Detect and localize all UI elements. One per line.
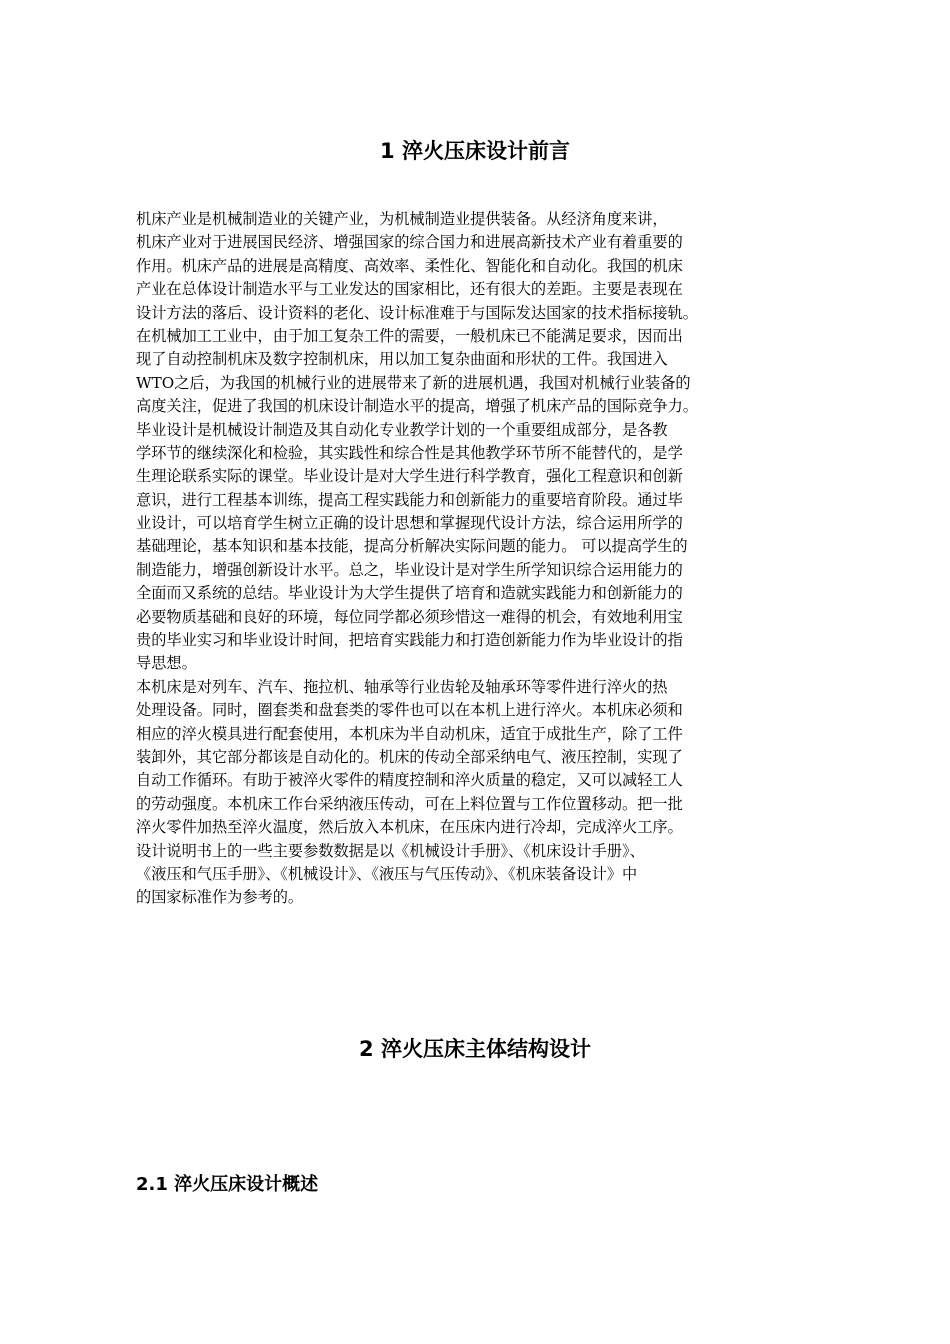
section-2-title: 2 淬火压床主体结构设计	[359, 1037, 591, 1061]
body-line: 基础理论，基本知识和基本技能，提高分析解决实际问题的能力。 可以提高学生的	[136, 537, 688, 556]
body-line: 的劳动强度。本机床工作台采纳液压传动，可在上料位置与工作位置移动。把一批	[136, 794, 683, 813]
body-line: 现了自动控制机床及数字控制机床，用以加工复杂曲面和形状的工件。我国进入	[136, 350, 668, 369]
body-line: 自动工作循环。有助于被淬火零件的精度控制和淬火质量的稳定，又可以减轻工人	[136, 771, 683, 790]
body-line: 导思想。	[136, 654, 197, 673]
body-line: 生理论联系实际的课堂。毕业设计是对大学生进行科学教育，强化工程意识和创新	[136, 467, 683, 486]
body-line: 的国家标准作为参考的。	[136, 888, 304, 907]
body-line: 意识，进行工程基本训练，提高工程实践能力和创新能力的重要培育阶段。通过毕	[136, 490, 683, 509]
body-line: 设计说明书上的一些主要参数数据是以《机械设计手册》、《机床设计手册》、	[136, 841, 645, 860]
body-line: 贵的毕业实习和毕业设计时间，把培育实践能力和打造创新能力作为毕业设计的指	[136, 631, 683, 650]
body-line: 淬火零件加热至淬火温度，然后放入本机床，在压床内进行冷却，完成淬火工序。	[136, 818, 683, 837]
body-line: 高度关注，促进了我国的机床设计制造水平的提高，增强了机床产品的国际竞争力。	[136, 397, 698, 416]
body-line: 《液压和气压手册》、《机械设计》、《液压与气压传动》、《机床装备设计》中	[136, 864, 638, 883]
body-line: 必要物质基础和良好的环境，每位同学都必须珍惜这一难得的机会，有效地利用宝	[136, 607, 683, 626]
body-line: 毕业设计是机械设计制造及其自动化专业教学计划的一个重要组成部分，是各教	[136, 420, 668, 439]
body-line: 相应的淬火模具进行配套使用，本机床为半自动机床，适宜于成批生产，除了工件	[136, 724, 683, 743]
body-line: 学环节的继续深化和检验，其实践性和综合性是其他教学环节所不能替代的，是学	[136, 443, 683, 462]
body-line: 全面而又系统的总结。毕业设计为大学生提供了培育和造就实践能力和创新能力的	[136, 584, 683, 603]
body-line: 本机床是对列车、汽车、拖拉机、轴承等行业齿轮及轴承环等零件进行淬火的热	[136, 677, 668, 696]
body-line: 机床产业对于进展国民经济、增强国家的综合国力和进展高新技术产业有着重要的	[136, 233, 683, 252]
body-line: 装卸外，其它部分都该是自动化的。机床的传动全部采纳电气、液压控制，实现了	[136, 747, 683, 766]
body-line: 处理设备。同时，圈套类和盘套类的零件也可以在本机上进行淬火。本机床必须和	[136, 701, 683, 720]
body-line: 设计方法的落后、设计资料的老化、设计标准难于与国际发达国家的技术指标接轨。	[136, 303, 698, 322]
body-line: WTO之后，为我国的机械行业的进展带来了新的进展机遇，我国对机械行业装备的	[136, 373, 691, 392]
section-1-body	[136, 208, 841, 910]
section-1-title: 1 淬火压床设计前言	[380, 139, 570, 163]
subsection-2-1-title: 2.1 淬火压床设计概述	[136, 1174, 319, 1195]
body-line: 业设计，可以培育学生树立正确的设计思想和掌握现代设计方法，综合运用所学的	[136, 514, 683, 533]
body-line: 在机械加工工业中，由于加工复杂工件的需要，一般机床已不能满足要求，因而出	[136, 326, 683, 345]
body-line: 产业在总体设计制造水平与工业发达的国家相比，还有很大的差距。主要是表现在	[136, 280, 683, 299]
body-line: 作用。机床产品的进展是高精度、高效率、柔性化、智能化和自动化。我国的机床	[136, 256, 683, 275]
body-line: 机床产业是机械制造业的关键产业，为机械制造业提供装备。从经济角度来讲，	[136, 210, 668, 228]
body-line: 制造能力，增强创新设计水平。总之，毕业设计是对学生所学知识综合运用能力的	[136, 560, 683, 579]
